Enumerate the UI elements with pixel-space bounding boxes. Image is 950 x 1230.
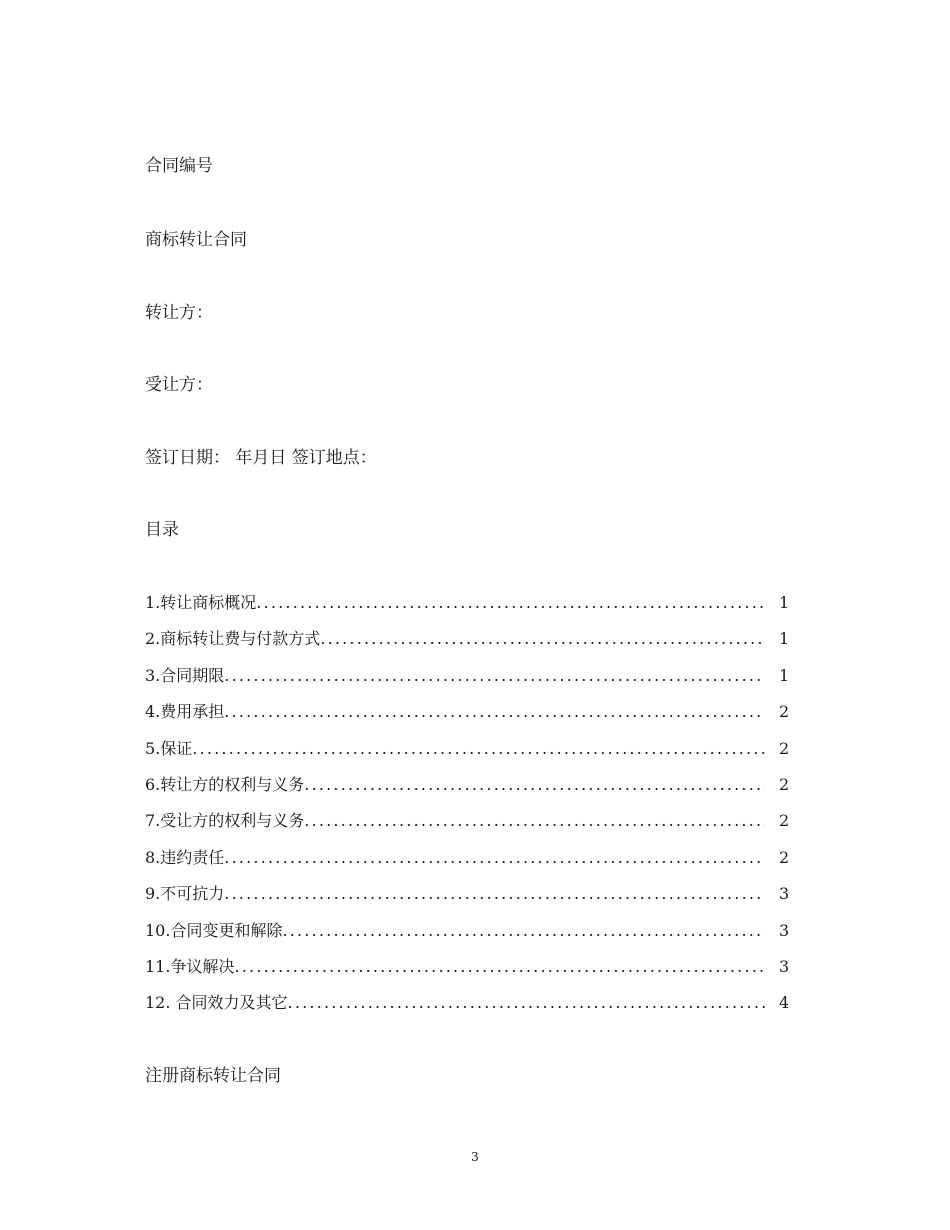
toc-entry-page: 2 — [779, 738, 790, 758]
toc-entry-label: 7.受让方的权利与义务 — [145, 811, 305, 831]
toc-entry[interactable] — [145, 992, 788, 1028]
toc-leader-dots — [224, 665, 765, 687]
body-title: 注册商标转让合同 — [145, 1066, 281, 1086]
page-number: 3 — [471, 1150, 479, 1164]
toc-entry-page: 1 — [779, 629, 790, 649]
toc-entry[interactable] — [145, 738, 788, 774]
toc-heading: 目录 — [145, 520, 179, 540]
toc-entry-page: 1 — [779, 593, 790, 612]
toc-entry-label: 3.合同期限 — [145, 665, 225, 685]
toc-entry[interactable] — [145, 665, 788, 701]
toc-entry-page: 1 — [779, 665, 790, 685]
toc-entry-page: 2 — [779, 702, 790, 722]
toc-entry-page: 2 — [779, 811, 790, 831]
toc-leader-dots — [224, 883, 765, 905]
signing-info: 签订日期： 年月日 签订地点： — [145, 448, 377, 468]
toc-leader-dots — [288, 992, 765, 1014]
toc-leader-dots — [304, 810, 765, 832]
toc-entry-label: 10.合同变更和解除 — [145, 920, 283, 940]
table-of-contents — [145, 592, 788, 1029]
transferee-label: 受让方： — [145, 375, 213, 395]
toc-entry-page: 3 — [779, 956, 790, 976]
toc-entry[interactable] — [145, 847, 788, 883]
toc-entry-page: 3 — [779, 920, 790, 940]
toc-entry[interactable] — [145, 774, 788, 810]
toc-entry[interactable] — [145, 883, 788, 919]
toc-entry[interactable] — [145, 956, 788, 992]
toc-entry-page: 2 — [779, 774, 790, 794]
toc-leader-dots — [282, 920, 765, 942]
contract-number-label: 合同编号 — [145, 156, 213, 176]
toc-leader-dots — [256, 592, 765, 614]
toc-entry-label: 12. 合同效力及其它 — [145, 993, 288, 1013]
toc-leader-dots — [320, 628, 765, 650]
toc-entry[interactable] — [145, 701, 788, 737]
toc-entry-label: 8.违约责任 — [145, 847, 225, 867]
toc-entry-page: 4 — [779, 993, 790, 1013]
toc-leader-dots — [304, 774, 765, 796]
toc-entry-label: 9.不可抗力 — [145, 884, 225, 904]
toc-entry-label: 4.费用承担 — [145, 702, 225, 722]
document-title: 商标转让合同 — [145, 230, 247, 250]
toc-leader-dots — [224, 847, 765, 869]
toc-entry-label: 2.商标转让费与付款方式 — [145, 629, 321, 649]
toc-leader-dots — [234, 956, 765, 978]
toc-entry-label: 5.保证 — [145, 738, 193, 758]
transferor-label: 转让方： — [145, 303, 213, 323]
toc-leader-dots — [224, 701, 765, 723]
toc-entry-label: 6.转让方的权利与义务 — [145, 774, 305, 794]
toc-entry[interactable] — [145, 810, 788, 846]
toc-entry-label: 11.争议解决 — [145, 956, 235, 976]
toc-entry[interactable] — [145, 628, 788, 664]
toc-entry[interactable] — [145, 592, 788, 628]
toc-leader-dots — [192, 738, 765, 760]
toc-entry-page: 3 — [779, 884, 790, 904]
toc-entry-label: 1.转让商标概况 — [145, 593, 257, 612]
toc-entry[interactable] — [145, 920, 788, 956]
toc-entry-page: 2 — [779, 847, 790, 867]
